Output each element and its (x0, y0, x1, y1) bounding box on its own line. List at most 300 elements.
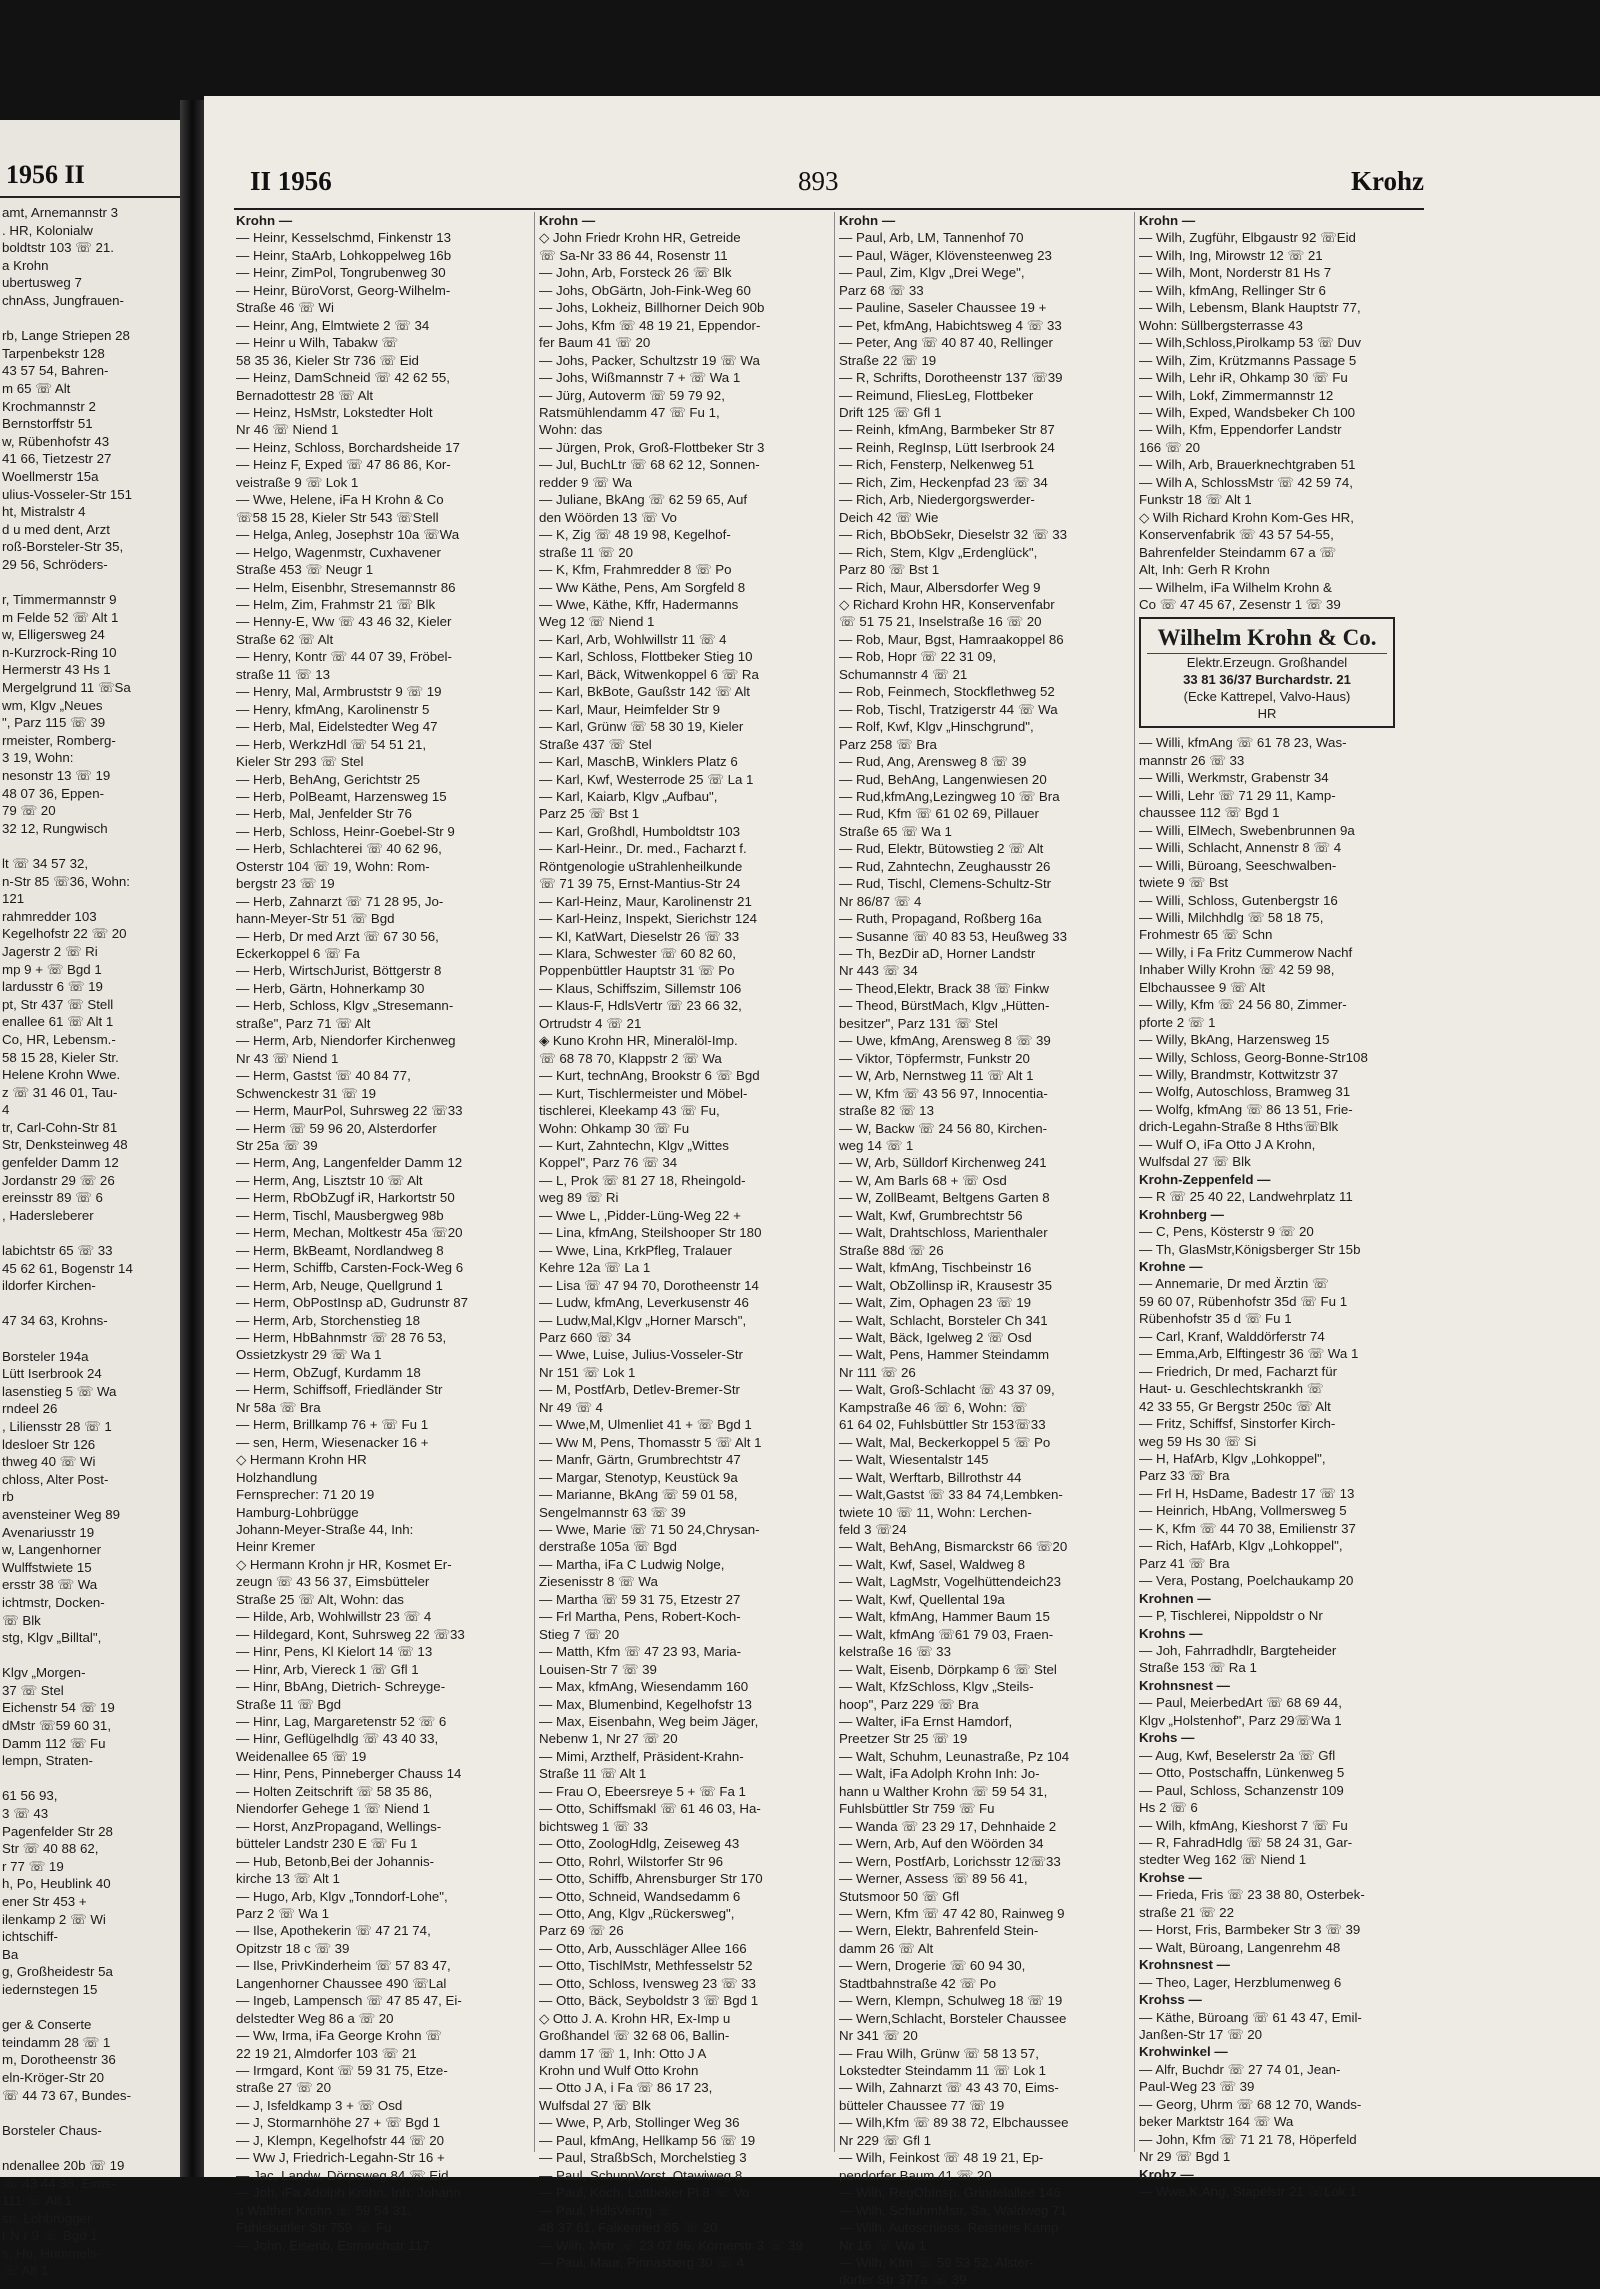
left-entry-line: Damm 112 ☏ Fu (2, 1735, 106, 1751)
directory-entry-line: stedter Weg 162 ☏ Niend 1 (1139, 1852, 1307, 1868)
left-entry-line: Woellmerstr 15a (2, 468, 99, 484)
directory-entry-line: — Karl, Schloss, Flottbeker Stieg 10 (539, 649, 753, 665)
directory-entry-line: — Wilh,Schloss,Pirolkamp 53 ☏ Duv (1139, 335, 1362, 351)
left-entry-line: ulius-Vosseler-Str 151 (2, 486, 133, 502)
directory-entry-line: — Willi, Milchhdlg ☏ 58 18 75, (1139, 909, 1324, 925)
directory-entry-line: — John, Eisenb, Esmarchstr 117 (236, 2237, 430, 2253)
left-entry-line: ilenkamp 2 ☏ Wi (2, 1911, 106, 1927)
directory-entry-line: — Otto, Schneid, Wandsedamm 6 (539, 1888, 741, 1904)
directory-entry-line: — Alfr, Buchdr ☏ 27 74 01, Jean- (1139, 2061, 1341, 2077)
directory-entry-line: — Rob, Hopr ☏ 22 31 09, (839, 649, 997, 665)
directory-entry-line: — Walt, Drahtschloss, Marienthaler (839, 1225, 1048, 1241)
directory-entry-line: — Wern, Arb, Auf den Wöörden 34 (839, 1836, 1044, 1852)
directory-entry-line: — Hinr, Geflügelhdlg ☏ 43 40 33, (236, 1731, 439, 1747)
left-entry-line: 43 57 54, Bahren- (2, 363, 109, 379)
directory-entry-line: — Paul, Arb, LM, Tannenhof 70 (839, 230, 1024, 246)
directory-entry-line: Rübenhofstr 35 d ☏ Fu 1 (1139, 1311, 1292, 1327)
directory-entry-line: — Herb, WerkzHdl ☏ 54 51 21, (236, 736, 427, 752)
directory-entry-line: Elbchaussee 9 ☏ Alt (1139, 979, 1266, 995)
page-header (204, 166, 1600, 206)
directory-entry-line: — Willy, Brandmstr, Kottwitzstr 37 (1139, 1067, 1339, 1083)
directory-entry-line: — Herm, Brillkamp 76 + ☏ Fu 1 (236, 1417, 429, 1433)
directory-entry-line: — Hinr, Arb, Viereck 1 ☏ Gfl 1 (236, 1661, 419, 1677)
directory-entry-line: Wohn: das (539, 422, 603, 438)
directory-entry-line: — K, Kfm, Frahmredder 8 ☏ Po (539, 562, 732, 578)
directory-entry-line: — Wwe, Lina, KrkPfleg, Tralauer (539, 1242, 732, 1258)
directory-entry-line: Stutsmoor 50 ☏ Gfl (839, 1888, 960, 1904)
left-entry-line: ichtmstr, Docken- (2, 1594, 105, 1610)
directory-entry-line: kirche 13 ☏ Alt 1 (236, 1871, 340, 1887)
left-entry-line: rmeister, Romberg- (2, 732, 116, 748)
directory-entry-line: ◇ Richard Krohn HR, Konservenfabr (839, 596, 1055, 612)
directory-entry-line: — Helga, Anleg, Josephstr 10a ☏Wa (236, 527, 460, 543)
directory-entry-line: Ziesenisstr 8 ☏ Wa (539, 1574, 658, 1590)
directory-entry-line: — Karl, MaschB, Winklers Platz 6 (539, 754, 738, 770)
directory-entry-line: — Margar, Stenotyp, Keustück 9a (539, 1469, 738, 1485)
directory-entry-line: — Manfr, Gärtn, Grumbrechtstr 47 (539, 1452, 741, 1468)
left-entry-line: rahmredder 103 (2, 908, 97, 924)
directory-entry-line: — Walt,Gastst ☏ 33 84 74,Lembken- (839, 1487, 1063, 1503)
directory-entry-line: — W, ZollBeamt, Beltgens Garten 8 (839, 1190, 1050, 1206)
directory-entry-line: Osterstr 104 ☏ 19, Wohn: Rom- (236, 858, 430, 874)
directory-entry-line: — Horst, Fris, Barmbeker Str 3 ☏ 39 (1139, 1922, 1361, 1938)
directory-entry-line: Inhaber Willy Krohn ☏ 42 59 98, (1139, 962, 1335, 978)
directory-entry-line: Haut- u. Geschlechtskrankh ☏ (1139, 1381, 1324, 1397)
directory-entry-line: — Herm, ObPostInsp aD, Gudrunstr 87 (236, 1295, 469, 1311)
directory-entry-line: — Hildegard, Kont, Suhrsweg 22 ☏33 (236, 1626, 465, 1642)
directory-entry-line: — Otto, Bäck, Seyboldstr 3 ☏ Bgd 1 (539, 1993, 759, 2009)
directory-entry-line: ◇ Hermann Krohn jr HR, Kosmet Er- (236, 1556, 452, 1572)
left-entry-line: Jordanstr 29 ☏ 26 (2, 1172, 115, 1188)
directory-entry-line: 22 19 21, Almdorfer 103 ☏ 21 (236, 2045, 417, 2061)
directory-entry-line: — Otto, Rohrl, Wilstorfer Str 96 (539, 1853, 723, 1869)
directory-entry-line: — Wanda ☏ 23 29 17, Dehnhaide 2 (839, 1818, 1057, 1834)
directory-entry-line: — Heinz, HsMstr, Lokstedter Holt (236, 404, 433, 420)
directory-entry-line: Hamburg-Lohbrügge (236, 1504, 359, 1520)
directory-entry-line: — Rich, BbObSekr, Dieselstr 32 ☏ 33 (839, 527, 1067, 543)
directory-entry-line: den Wöörden 13 ☏ Vo (539, 509, 677, 525)
surname-heading: Krohz — (1139, 2166, 1194, 2182)
directory-entry-line: Parz 660 ☏ 34 (539, 1330, 632, 1345)
directory-entry-line: Parz 33 ☏ Bra (1139, 1468, 1230, 1484)
left-entry-line: Borsteler Chaus- (2, 2122, 102, 2138)
directory-entry-line: twiete 10 ☏ 11, Wohn: Lerchen- (839, 1504, 1032, 1520)
left-entry-line: iedernstegen 15 (2, 1981, 98, 1997)
left-entry-line: ☏ Blk (2, 1612, 41, 1628)
left-entry-line: Borsteler 194a (2, 1348, 89, 1364)
left-entry-line: ☏ Alt 1 (2, 2263, 49, 2279)
directory-entry-line: — Johs, Lokheiz, Billhorner Deich 90b (539, 300, 765, 316)
left-entry-line: genfelder Damm 12 (2, 1155, 119, 1171)
directory-entry-line: Deich 42 ☏ Wie (839, 509, 939, 525)
directory-entry-line: — Paul, Maur, Pinnasberg 30 ☏ 4 (539, 2255, 745, 2271)
directory-entry-line: — Karl-Heinz, Maur, Karolinenstr 21 (539, 893, 752, 909)
directory-entry-line: — Kurt, Tischlermeister und Möbel- (539, 1085, 748, 1101)
left-entry-line: s, Hu, Hummels- (2, 2245, 101, 2261)
directory-entry-line: — Ruth, Propagand, Roßberg 16a (839, 911, 1042, 927)
left-entry-line: str, Lohbrügger (2, 2210, 92, 2226)
directory-entry-line: — Theod, BürstMach, Klgv „Hütten- (839, 998, 1050, 1014)
directory-entry-line: — Rob, Feinmech, Stockflethweg 52 (839, 684, 1055, 700)
left-entry-line: 79 ☏ 20 (2, 803, 56, 819)
directory-entry-line: — Horst, AnzPropagand, Wellings- (236, 1818, 442, 1834)
directory-entry-line: — Walt, Wiesentalstr 145 (839, 1452, 989, 1468)
left-entry-line: teindamm 28 ☏ 1 (2, 2034, 111, 2050)
directory-entry-line: — Herm, Ang, Langenfelder Damm 12 (236, 1155, 463, 1171)
directory-entry-line: Heinr Kremer (236, 1539, 316, 1555)
directory-entry-line: — Paul, HdlsVertrg ☏ (539, 2202, 673, 2218)
directory-entry-line: Parz 68 ☏ 33 (839, 282, 924, 298)
directory-entry-line: — John, Arb, Forsteck 26 ☏ Blk (539, 265, 732, 281)
directory-entry-line: — Rich, Arb, Niedergorgswerder- (839, 492, 1035, 508)
left-entry-line: lasenstieg 5 ☏ Wa (2, 1383, 117, 1399)
directory-entry-line: — Karl, Bäck, Witwenkoppel 6 ☏ Ra (539, 666, 759, 682)
directory-entry-line: — Fritz, Schiffsf, Sinstorfer Kirch- (1139, 1416, 1336, 1432)
directory-entry-line: — Karl, Arb, Wohlwillstr 11 ☏ 4 (539, 631, 727, 647)
left-entry-line: n-Str 85 ☏36, Wohn: (2, 873, 130, 889)
directory-entry-line: — Wwe, P, Arb, Stollinger Weg 36 (539, 2115, 740, 2131)
directory-entry-line: pforte 2 ☏ 1 (1139, 1014, 1216, 1030)
left-entry-line: lardusstr 6 ☏ 19 (2, 979, 103, 995)
directory-entry-line: — Herb, Schlachterei ☏ 40 62 96, (236, 841, 442, 857)
directory-entry-line: — Reinh, RegInsp, Lütt Iserbrook 24 (839, 439, 1055, 455)
left-entry-line: 32 12, Rungwisch (2, 820, 108, 836)
directory-entry-line: — Hinr, Pens, Pinneberger Chauss 14 (236, 1766, 462, 1782)
directory-entry-line: — Ludw,Mal,Klgv „Horner Marsch", (539, 1312, 747, 1328)
directory-entry-line: Langenhorner Chaussee 490 ☏Lal (236, 1975, 447, 1991)
directory-entry-line: — Willi, ElMech, Swebenbrunnen 9a (1139, 822, 1355, 838)
directory-entry-line: — Rob, Tischl, Tratzigerstr 44 ☏ Wa (839, 701, 1058, 717)
directory-entry-line: — Carl, Kranf, Walddörferstr 74 (1139, 1328, 1325, 1344)
directory-entry-line: — Susanne ☏ 40 83 53, Heußweg 33 (839, 928, 1068, 944)
directory-entry-line: — Wulf O, iFa Otto J A Krohn, (1139, 1136, 1316, 1152)
directory-entry-line: — Paul, MeierbedArt ☏ 68 69 44, (1139, 1695, 1342, 1711)
directory-entry-line: Nr 151 ☏ Lok 1 (539, 1364, 636, 1380)
directory-entry-line: mannstr 26 ☏ 33 (1139, 752, 1245, 768)
left-entry-line: a Krohn (2, 257, 49, 273)
left-entry-line: wm, Klgv „Neues (2, 697, 103, 713)
directory-entry-line: Preetzer Str 25 ☏ 19 (839, 1731, 968, 1747)
directory-entry-line: — Wilh, Lebensm, Blank Hauptstr 77, (1139, 300, 1361, 316)
directory-entry-line: — Ludw, kfmAng, Leverkusenstr 46 (539, 1295, 749, 1311)
directory-entry-line: — Karl, Kaiarb, Klgv „Aufbau", (539, 788, 718, 804)
directory-entry-line: — Willi, kfmAng ☏ 61 78 23, Was- (1139, 735, 1347, 751)
directory-entry-line: — Herm, Arb, Niendorfer Kirchenweg (236, 1033, 456, 1049)
ad-phone-address: 33 81 36/37 Burchardstr. 21 (1183, 672, 1351, 688)
directory-entry-line: — Uwe, kfmAng, Arensweg 8 ☏ 39 (839, 1033, 1051, 1049)
directory-entry-line: — Walt, Kwf, Sasel, Waldweg 8 (839, 1556, 1025, 1572)
directory-entry-line: Straße 22 ☏ 19 (839, 352, 937, 368)
directory-entry-line: — Wern, Klempn, Schulweg 18 ☏ 19 (839, 1993, 1063, 2009)
directory-entry-line: Nr 229 ☏ Gfl 1 (839, 2132, 932, 2148)
directory-entry-line: — H, HafArb, Klgv „Lohkoppel", (1139, 1451, 1326, 1466)
left-page-column (2, 204, 178, 2279)
directory-entry-line: — Herm, Tischl, Mausbergweg 98b (236, 1207, 444, 1223)
directory-entry-line: — Walt, kfmAng, Hammer Baum 15 (839, 1609, 1050, 1625)
directory-entry-line: — Rud, Elektr, Bütowstieg 2 ☏ Alt (839, 841, 1044, 857)
directory-entry-line: — Herm, RbObZugf iR, Harkortstr 50 (236, 1190, 455, 1206)
left-entry-line: ichtschiff- (2, 1929, 58, 1945)
directory-entry-line: — Frieda, Fris ☏ 23 38 80, Osterbek- (1139, 1887, 1365, 1903)
left-entry-line: g, Großheidestr 5a (2, 1964, 113, 1980)
left-entry-line: n-Kurzrock-Ring 10 (2, 644, 117, 660)
left-entry-line: 45 62 61, Bogenstr 14 (2, 1260, 133, 1276)
directory-entry-line: — Herb, Mal, Jenfelder Str 76 (236, 806, 412, 822)
directory-entry-line: Wohn: Süllbergsterrasse 43 (1139, 317, 1303, 333)
directory-columns (234, 212, 1434, 2288)
directory-entry-line: — Herm, Schiffb, Carsten-Fock-Weg 6 (236, 1260, 464, 1276)
left-entry-line: chnAss, Jungfrauen- (2, 292, 124, 308)
directory-entry-line: — K, Kfm ☏ 44 70 38, Emilienstr 37 (1139, 1520, 1356, 1536)
left-entry-line: Tarpenbekstr 128 (2, 345, 105, 361)
directory-entry-line: Nr 443 ☏ 34 (839, 963, 918, 979)
directory-entry-line: — Lisa ☏ 47 94 70, Dorotheenstr 14 (539, 1277, 759, 1293)
directory-entry-line: damm 17 ☏ 1, Inh: Otto J A (539, 2045, 707, 2061)
directory-entry-line: — Walt, Büroang, Langenrehm 48 (1139, 1939, 1341, 1955)
left-entry-line: thweg 40 ☏ Wi (2, 1454, 96, 1470)
directory-entry-line: Parz 2 ☏ Wa 1 (236, 1905, 329, 1921)
directory-entry-line: — Herb, Gärtn, Hohnerkamp 30 (236, 980, 425, 996)
directory-entry-line: — Johs, ObGärtn, Joh-Fink-Weg 60 (539, 282, 751, 298)
left-entry-line: nesonstr 13 ☏ 19 (2, 768, 111, 783)
directory-entry-line: — Pet, kfmAng, Habichtsweg 4 ☏ 33 (839, 317, 1062, 333)
directory-entry-line: — Willy, Kfm ☏ 24 56 80, Zimmer- (1139, 997, 1347, 1013)
directory-entry-line: — Kurt, technAng, Brookstr 6 ☏ Bgd (539, 1068, 760, 1084)
surname-heading: Krohn — (539, 213, 596, 228)
directory-entry-line: beker Marktstr 164 ☏ Wa (1139, 2114, 1294, 2130)
directory-entry-line: Straße 153 ☏ Ra 1 (1139, 1660, 1257, 1676)
directory-entry-line: — Herb, PolBeamt, Harzensweg 15 (236, 788, 447, 804)
directory-entry-line: — Reinh, kfmAng, Barmbeker Str 87 (839, 422, 1055, 438)
left-entry-line (2, 1647, 178, 1665)
directory-entry-line: — Rich, Fensterp, Nelkenweg 51 (839, 457, 1035, 473)
directory-entry-line: — Wwe,M, Ulmenliet 41 + ☏ Bgd 1 (539, 1417, 752, 1433)
directory-entry-line: Straße 88d ☏ 26 (839, 1242, 944, 1258)
directory-entry-line: — Otto, Schiffb, Ahrensburger Str 170 (539, 1871, 763, 1887)
directory-entry-line: Straße 46 ☏ Wi (236, 300, 334, 316)
directory-entry-line: — Wwe L, ‚Pidder-Lüng-Weg 22 + (539, 1207, 741, 1223)
directory-entry-line: — Wwe,K,Ang, Stapelstr 21 ☏Lok 1 (1139, 2184, 1357, 2200)
directory-entry-line: — Annemarie, Dr med Ärztin ☏ (1139, 1276, 1329, 1292)
ad-subtitle: Elektr.Erzeugn. Großhandel (1186, 655, 1348, 671)
left-page (0, 120, 180, 2279)
directory-entry-line: Frohmestr 65 ☏ Schn (1139, 927, 1273, 943)
directory-entry-line: Wohn: Ohkamp 30 ☏ Fu (539, 1120, 690, 1136)
directory-entry-line: Wulfsdal 27 ☏ Blk (1139, 1154, 1251, 1170)
directory-entry-line: ☏ 51 75 21, Inselstraße 16 ☏ 20 (839, 614, 1042, 630)
directory-entry-line: — Wilh, Zim, Krützmanns Passage 5 (1139, 352, 1357, 368)
directory-entry-line: — Walt, Kwf, Grumbrechtstr 56 (839, 1207, 1023, 1223)
directory-entry-line: — Herb, Zahnarzt ☏ 71 28 95, Jo- (236, 893, 444, 909)
directory-entry-line: — Heinz F, Exped ☏ 47 86 86, Kor- (236, 457, 451, 473)
directory-entry-line: — Karl, Maur, Heimfelder Str 9 (539, 701, 721, 717)
directory-entry-line: — Walt, Bäck, Igelweg 2 ☏ Osd (839, 1330, 1032, 1345)
advertisement-box (1139, 617, 1395, 728)
left-entry-line: mp 9 + ☏ Bgd 1 (2, 961, 102, 977)
directory-entry-line: — Theo, Lager, Herzblumenweg 6 (1139, 1974, 1342, 1990)
directory-entry-line: Nr 49 ☏ 4 (539, 1399, 603, 1415)
directory-entry-line: — Rich, HafArb, Klgv „Lohkoppel", (1139, 1538, 1343, 1554)
directory-entry-line: — Wilh, SchuhmMstr, Sa, Waldweg 71 (839, 2202, 1067, 2218)
directory-entry-line: hann-Meyer-Str 51 ☏ Bgd (236, 911, 395, 927)
directory-entry-line: — Wern, Kfm ☏ 47 42 80, Rainweg 9 (839, 1905, 1065, 1921)
left-page-header: 1956 II (6, 160, 85, 189)
directory-entry-line: — Walt, Schlacht, Borsteler Ch 341 (839, 1312, 1048, 1328)
directory-entry-line: fer Baum 41 ☏ 20 (539, 335, 651, 351)
left-entry-line: w, Langenhorner (2, 1542, 102, 1558)
directory-entry-line: Stadtbahnstraße 42 ☏ Po (839, 1975, 997, 1991)
left-entry-line: Bernstorffstr 51 (2, 416, 93, 432)
left-entry-line: rb, Lange Striepen 28 (2, 328, 130, 344)
left-entry-line (2, 1770, 178, 1788)
directory-entry-line: — Herb, Dr med Arzt ☏ 67 30 56, (236, 928, 439, 944)
directory-entry-line: 48 37 61, Falkenried 85 ☏ 20 (539, 2220, 718, 2236)
left-entry-line (2, 1295, 178, 1313)
left-entry-line: enallee 61 ☏ Alt 1 (2, 1014, 114, 1030)
left-entry-line: eln-Kröger-Str 20 (2, 2069, 104, 2085)
left-entry-line: Str, Denksteinweg 48 (2, 1137, 128, 1153)
directory-entry-line: weg 14 ☏ 1 (839, 1138, 914, 1154)
directory-entry-line: — Herm, Mechan, Moltkestr 45a ☏20 (236, 1225, 463, 1241)
directory-entry-line: — Henry, Mal, Armbruststr 9 ☏ 19 (236, 684, 442, 700)
left-entry-line: 47 34 63, Krohns- (2, 1313, 108, 1329)
directory-entry-line: Drift 125 ☏ Gfl 1 (839, 404, 942, 420)
left-entry-line: Pagenfelder Str 28 (2, 1823, 113, 1839)
directory-entry-line: — Wilh A, SchlossMstr ☏ 42 59 74, (1139, 474, 1353, 490)
directory-entry-line: bütteler Landstr 230 E ☏ Fu 1 (236, 1836, 418, 1852)
directory-entry-line: — Walt, Pens, Hammer Steindamm (839, 1347, 1050, 1363)
directory-entry-line: — Paul, Zim, Klgv „Drei Wege", (839, 265, 1025, 281)
directory-entry-line: straße", Parz 71 ☏ Alt (236, 1015, 371, 1031)
left-entry-line: rndeel 26 (2, 1401, 58, 1417)
directory-entry-line: — Klaus, Schiffszim, Sillemstr 106 (539, 980, 742, 996)
directory-entry-line: 166 ☏ 20 (1139, 439, 1200, 455)
directory-entry-line: 59 60 07, Rübenhofstr 35d ☏ Fu 1 (1139, 1293, 1348, 1309)
directory-entry-line: — Ilse, PrivKinderheim ☏ 57 83 47, (236, 1958, 451, 1974)
directory-entry-line: Bahrenfelder Steindamm 67 a ☏ (1139, 544, 1336, 560)
directory-entry-line: Parz 69 ☏ 26 (539, 1923, 624, 1939)
left-entry-line: chloss, Alter Post- (2, 1471, 109, 1487)
directory-entry-line: — Heinr, BüroVorst, Georg-Wilhelm- (236, 282, 451, 298)
surname-heading: Krohs — (1139, 1730, 1195, 1746)
directory-entry-line: — Rud, Zahntechn, Zeughausstr 26 (839, 858, 1051, 874)
directory-entry-line: — Frau O, Ebeersreye 5 + ☏ Fa 1 (539, 1783, 746, 1799)
left-entry-line: Mergelgrund 11 ☏Sa (2, 680, 131, 696)
left-entry-line: stg, Klgv „Billtal", (2, 1630, 102, 1646)
directory-column-3 (839, 212, 1129, 2288)
directory-entry-line: — Henry, kfmAng, Karolinenstr 5 (236, 701, 430, 717)
directory-entry-line: Fuhlsbüttler Str 759 ☏ Fu (236, 2220, 392, 2236)
left-entry-line: 4 (2, 1102, 10, 1118)
directory-entry-line: Nr 46 ☏ Niend 1 (236, 422, 339, 438)
left-entry-line: ☏ 43 44 38, Eims- (2, 2175, 116, 2191)
directory-entry-line: — Henny-E, Ww ☏ 43 46 32, Kieler (236, 614, 452, 630)
directory-entry-line: straße 11 ☏ 13 (236, 666, 330, 682)
directory-entry-line: — Walt, Eisenb, Dörpkamp 6 ☏ Stel (839, 1661, 1057, 1677)
directory-entry-line: Fernsprecher: 71 20 19 (236, 1487, 375, 1503)
directory-entry-line: — Otto, TischlMstr, Methfesselstr 52 (539, 1958, 753, 1974)
directory-entry-line: — Rich, Maur, Albersdorfer Weg 9 (839, 579, 1041, 595)
directory-entry-line: — Frau Wilh, Grünw ☏ 58 13 57, (839, 2045, 1039, 2061)
directory-entry-line: — Herm, Gastst ☏ 40 84 77, (236, 1068, 411, 1084)
directory-entry-line: — Willy, Schloss, Georg-Bonne-Str108 (1139, 1049, 1368, 1065)
directory-entry-line: 58 35 36, Kieler Str 736 ☏ Eid (236, 352, 419, 368)
directory-entry-line: — Holten Zeitschrift ☏ 58 35 86, (236, 1783, 433, 1799)
directory-entry-line: — Heinr u Wilh, Tabakw ☏ (236, 335, 398, 351)
directory-entry-line: Holzhandlung (236, 1469, 318, 1485)
directory-entry-line: — C, Pens, Kösterstr 9 ☏ 20 (1139, 1224, 1314, 1240)
surname-heading: Krohns — (1139, 1625, 1203, 1641)
left-entry-line: dMstr ☏59 60 31, (2, 1718, 112, 1734)
directory-entry-line: — Irmgard, Kont ☏ 59 31 75, Etze- (236, 2063, 448, 2079)
directory-entry-line: — Rud,kfmAng,Lezingweg 10 ☏ Bra (839, 788, 1060, 804)
directory-entry-line: — Willy, i Fa Fritz Cummerow Nachf (1139, 944, 1353, 960)
directory-entry-line: Opitzstr 18 c ☏ 39 (236, 1940, 350, 1956)
directory-entry-line: — M, PostfArb, Detlev-Bremer-Str (539, 1382, 740, 1398)
directory-entry-line: Ratsmühlendamm 47 ☏ Fu 1, (539, 404, 720, 420)
directory-entry-line: — Walt, Schuhm, Leunastraße, Pz 104 (839, 1748, 1070, 1764)
directory-entry-line: — Klara, Schwester ☏ 60 82 60, (539, 946, 736, 962)
directory-entry-line: ◇ Hermann Krohn HR (236, 1452, 367, 1468)
directory-entry-line: — Walt, KfzSchloss, Klgv „Steils- (839, 1679, 1034, 1695)
left-header-rule (0, 196, 180, 198)
directory-entry-line: — Viktor, Töpfermstr, Funkstr 20 (839, 1050, 1030, 1066)
directory-entry-line: — Herm, BkBeamt, Nordlandweg 8 (236, 1242, 444, 1258)
directory-entry-line: — Karl-Heinz, Inspekt, Sierichstr 124 (539, 911, 758, 927)
directory-entry-line: Louisen-Str 7 ☏ 39 (539, 1661, 657, 1677)
directory-entry-line: — Hugo, Arb, Klgv „Tonndorf-Lohe", (236, 1888, 448, 1904)
directory-entry-line: Kampstraße 46 ☏ 6, Wohn: ☏ (839, 1399, 1028, 1415)
directory-column-4 (1139, 212, 1429, 2200)
directory-entry-line: Nebenw 1, Nr 27 ☏ 20 (539, 1731, 678, 1747)
directory-entry-line: — Heinz, Schloss, Borchardsheide 17 (236, 439, 460, 455)
directory-entry-line: Johann-Meyer-Straße 44, Inh: (236, 1521, 414, 1537)
directory-entry-line: — Paul, Wäger, Klövensteenweg 23 (839, 247, 1052, 263)
directory-entry-line: — Johs, Kfm ☏ 48 19 21, Eppendor- (539, 317, 761, 333)
directory-entry-line: — Wern,Schlacht, Borsteler Chaussee (839, 2010, 1067, 2026)
directory-entry-line: — Joh, iFa Adolph Krohn, Inh: Johann (236, 2185, 461, 2201)
directory-entry-line: — Kurt, Zahntechn, Klgv „Wittes (539, 1138, 729, 1154)
directory-entry-line: — Wern, Drogerie ☏ 60 94 30, (839, 1958, 1026, 1974)
directory-entry-line: — Juliane, BkAng ☏ 62 59 65, Auf (539, 492, 748, 508)
left-entry-line: avensteiner Weg 89 (2, 1506, 121, 1522)
directory-entry-line: — Herb, WirtschJurist, Böttgerstr 8 (236, 963, 442, 979)
left-entry-line: d u med dent, Arzt (2, 521, 110, 537)
left-entry-line: r 77 ☏ 19 (2, 1858, 64, 1874)
left-entry-line: 58 15 28, Kieler Str. (2, 1049, 119, 1065)
directory-entry-line: — Paul, StraßbSch, Morchelstieg 3 (539, 2150, 747, 2166)
directory-entry-line: — Joh, Fahrradhdlr, Bargteheider (1139, 1642, 1337, 1658)
directory-entry-line: Nr 43 ☏ Niend 1 (236, 1050, 339, 1066)
directory-entry-line: Paul-Weg 23 ☏ 39 (1139, 2079, 1255, 2095)
left-entry-line (2, 1330, 178, 1348)
directory-entry-line: — Wilh, Mstr ☏ 23 07 86, Körnerstr 3 ☏ 39 (539, 2237, 803, 2253)
directory-entry-line: — Pauline, Saseler Chaussee 19 + (839, 300, 1047, 316)
left-entry-line: labichtstr 65 ☏ 33 (2, 1243, 113, 1259)
left-entry-line: m Felde 52 ☏ Alt 1 (2, 609, 119, 625)
directory-entry-line: Weg 12 ☏ Niend 1 (539, 614, 655, 630)
directory-entry-line: — Herm, ObZugf, Kurdamm 18 (236, 1364, 421, 1380)
directory-entry-line: — Hinr, Lag, Margaretenstr 52 ☏ 6 (236, 1713, 447, 1729)
directory-entry-line: Funkstr 18 ☏ Alt 1 (1139, 492, 1252, 508)
directory-entry-line: Straße 25 ☏ Alt, Wohn: das (236, 1591, 404, 1607)
directory-entry-line: — Heinr, StaArb, Lohkoppelweg 16b (236, 247, 452, 263)
directory-entry-line: — Wwe, Luise, Julius-Vosseler-Str (539, 1347, 743, 1363)
directory-entry-line: — L, Prok ☏ 81 27 18, Rheingold- (539, 1172, 746, 1188)
directory-entry-line: — Walt, iFa Adolph Krohn Inh: Jo- (839, 1766, 1040, 1782)
directory-entry-line: — Wwe, Helene, iFa H Krohn & Co (236, 492, 444, 508)
header-volume: II 1956 (250, 166, 332, 196)
